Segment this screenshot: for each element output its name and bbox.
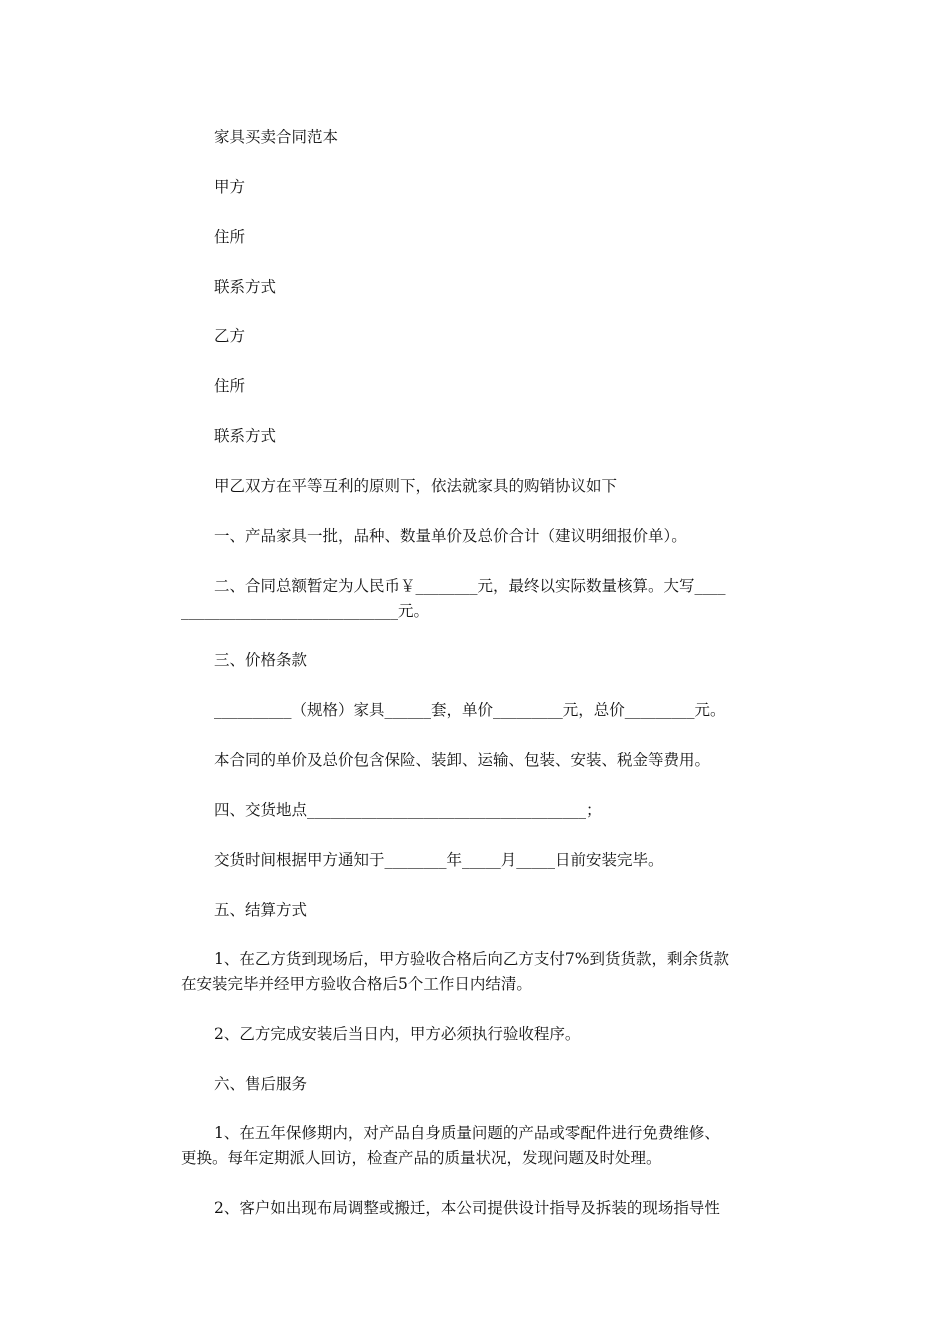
party-a-label: 甲方	[214, 178, 246, 196]
clause-5-2: 2、乙方完成安装后当日内，甲方必须执行验收程序。	[214, 1025, 581, 1043]
clause-2-line-1: 二、合同总额暂定为人民币￥________元，最终以实际数量核算。大写____	[214, 577, 726, 595]
party-b-label: 乙方	[214, 327, 246, 345]
clause-6-1-line-1: 1、在五年保修期内，对产品自身质量问题的产品或零配件进行免费维修、	[214, 1124, 720, 1142]
party-a-contact: 联系方式	[214, 278, 277, 296]
contract-page	[181, 0, 771, 1344]
clause-6-1-line-2: 更换。每年定期派人回访，检查产品的质量状况，发现问题及时处理。	[181, 1149, 662, 1167]
clause-3-price-line: __________（规格）家具______套，单价_________元，总价_________元。	[214, 701, 726, 719]
clause-2-line-2: ____________________________元。	[181, 602, 430, 620]
party-b-contact: 联系方式	[214, 427, 277, 445]
clause-4-delivery-time: 交货时间根据甲方通知于________年_____月_____日前安装完毕。	[214, 851, 664, 869]
document-title: 家具买卖合同范本	[214, 128, 339, 146]
clause-1: 一、产品家具一批，品种、数量单价及总价合计（建议明细报价单）。	[214, 527, 687, 545]
clause-3-title: 三、价格条款	[214, 651, 308, 669]
clause-4-title: 四、交货地点____________________________________；	[214, 801, 602, 819]
clause-5-1-line-1: 1、在乙方货到现场后，甲方验收合格后向乙方支付7%到货货款，剩余货款	[214, 950, 729, 968]
clause-6-title: 六、售后服务	[214, 1075, 308, 1093]
clause-6-2-line-1: 2、客户如出现布局调整或搬迁，本公司提供设计指导及拆装的现场指导性	[214, 1199, 720, 1217]
party-a-address: 住所	[214, 228, 246, 246]
clause-3-note: 本合同的单价及总价包含保险、装卸、运输、包装、安装、税金等费用。	[214, 751, 711, 769]
clause-5-title: 五、结算方式	[214, 901, 308, 919]
party-b-address: 住所	[214, 377, 246, 395]
clause-5-1-line-2: 在安装完毕并经甲方验收合格后5个工作日内结清。	[181, 975, 532, 993]
intro-paragraph: 甲乙双方在平等互利的原则下，依法就家具的购销协议如下	[214, 477, 618, 495]
